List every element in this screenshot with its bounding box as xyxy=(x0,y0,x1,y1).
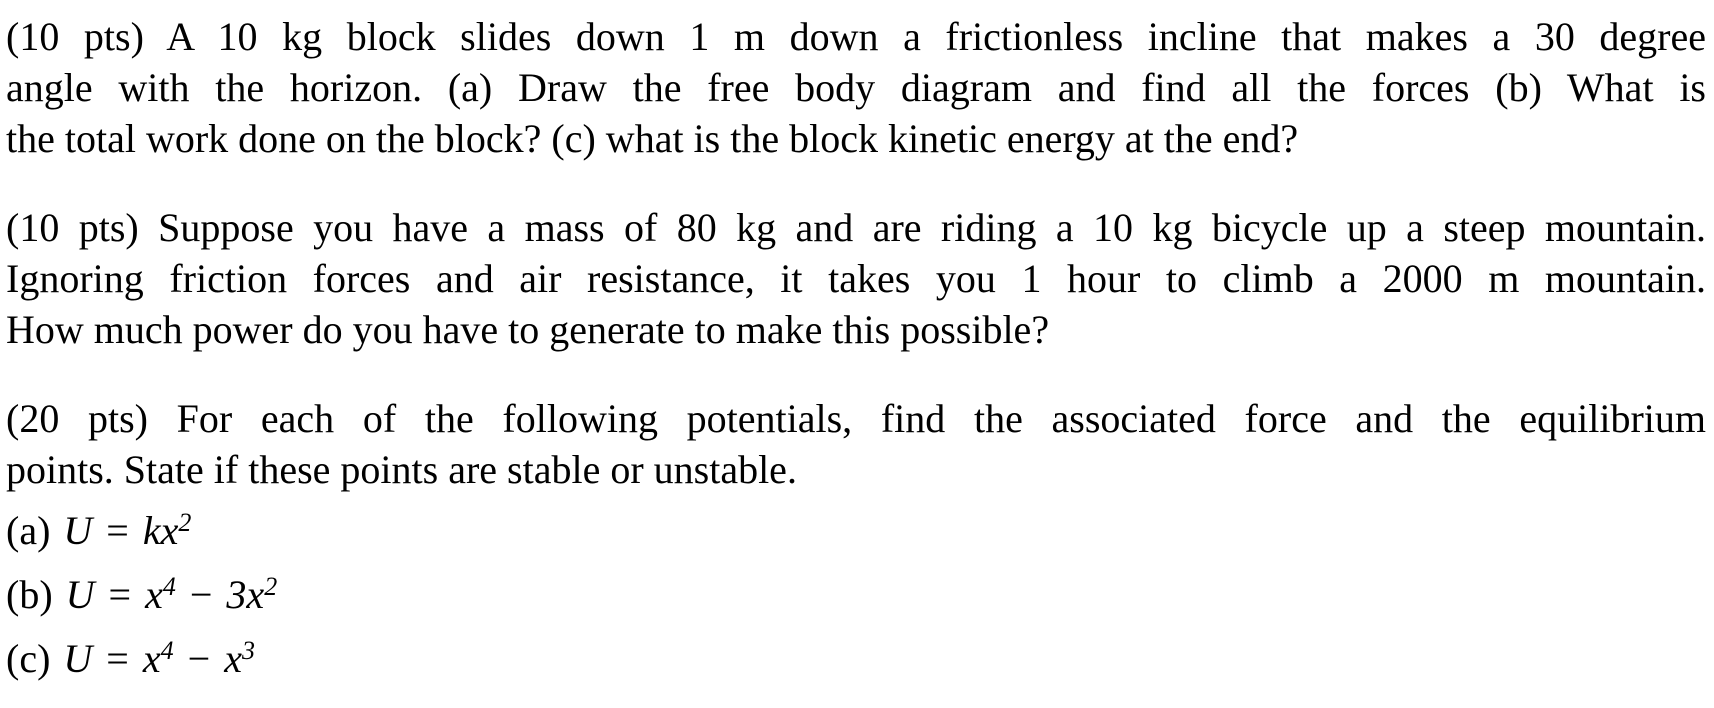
term-2: x xyxy=(224,636,242,681)
equals-sign: = xyxy=(106,636,129,681)
equals-sign: = xyxy=(106,508,129,553)
term-1: kx xyxy=(142,508,179,553)
minus-sign: − xyxy=(189,572,213,617)
term-2-exponent: 3 xyxy=(241,636,255,665)
problem-2 xyxy=(6,202,1706,355)
equation-a xyxy=(6,495,1706,559)
potential-symbol: U xyxy=(63,508,93,553)
term-1-exponent: 4 xyxy=(162,572,176,601)
term-1: x xyxy=(142,636,161,681)
problem-1 xyxy=(6,11,1706,164)
equation-b xyxy=(6,559,1706,623)
equation-b-label: (b) xyxy=(6,572,53,617)
potential-symbol: U xyxy=(65,572,95,617)
term-1-exponent: 4 xyxy=(160,636,174,665)
term-2-exponent: 2 xyxy=(264,572,278,601)
problem-1-line-3: the total work done on the block? (c) what is the block kinetic energy at the end? xyxy=(6,116,1299,161)
term-1: x xyxy=(145,572,163,617)
equals-sign: = xyxy=(108,572,132,617)
problem-1-line-2: angle with the horizon. (a) Draw the free body diagram and find all the forces (b) What is xyxy=(6,65,1706,110)
problem-2-line-3: How much power do you have to generate to make this possible? xyxy=(6,307,1050,352)
equation-a-label: (a) xyxy=(6,508,51,553)
potential-symbol: U xyxy=(63,636,93,681)
term-1-exponent: 2 xyxy=(178,508,192,537)
problem-2-line-2: Ignoring friction forces and air resistance, it takes you 1 hour to climb a 2000 m mountain. xyxy=(6,256,1706,301)
minus-sign: − xyxy=(187,636,211,681)
term-2: 3x xyxy=(226,572,265,617)
problem-3 xyxy=(6,393,1706,687)
problem-3-line-2: points. State if these points are stable or unstable. xyxy=(6,447,797,492)
equation-c-label: (c) xyxy=(6,636,51,681)
problem-1-line-1: (10 pts) A 10 kg block slides down 1 m down a frictionless incline that makes a 30 degree xyxy=(6,14,1706,59)
equation-c xyxy=(6,623,1706,687)
problem-3-line-1: (20 pts) For each of the following potentials, find the associated force and the equilibrium xyxy=(6,396,1706,441)
problem-2-line-1: (10 pts) Suppose you have a mass of 80 kg and are riding a 10 kg bicycle up a steep mountain. xyxy=(6,205,1706,250)
